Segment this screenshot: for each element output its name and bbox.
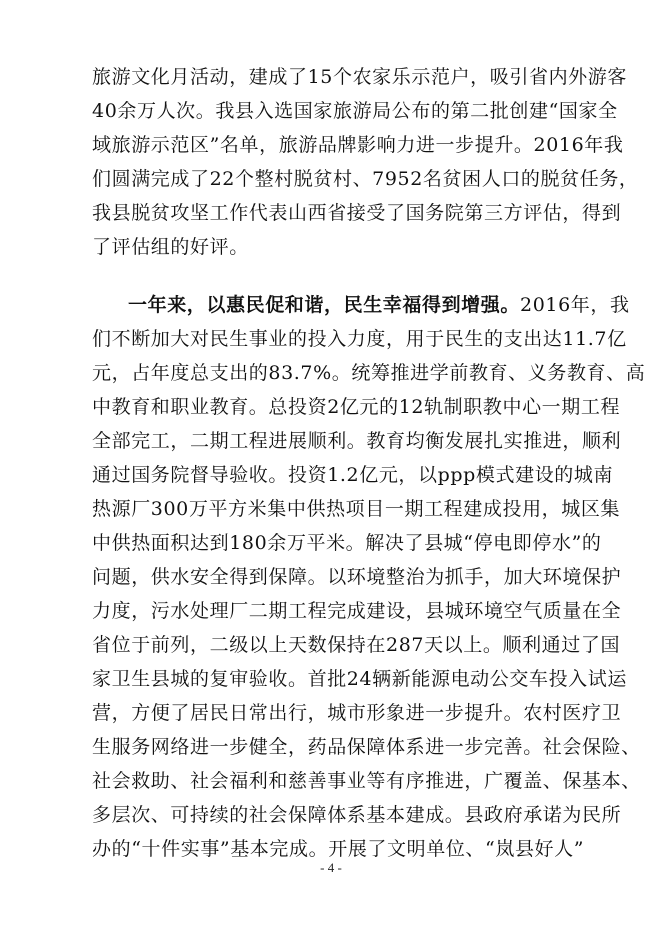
text-line: 们不断加大对民生事业的投入力度，用于民生的支出达11.7亿 <box>92 328 627 350</box>
text-line: 我县脱贫攻坚工作代表山西省接受了国务院第三方评估，得到 <box>92 202 622 224</box>
text-line: 全部完工，二期工程进展顺利。教育均衡发展扎实推进，顺利 <box>92 430 622 452</box>
text-line: 办的“十件实事”基本完成。开展了文明单位、“岚县好人” <box>92 838 585 860</box>
text-line: 社会救助、社会福利和慈善事业等有序推进，广覆盖、保基本、 <box>92 770 641 792</box>
text-line: 旅游文化月活动，建成了15个农家乐示范户，吸引省内外游客 <box>92 66 627 88</box>
text-line: 力度，污水处理厂二期工程完成建设，县城环境空气质量在全 <box>92 600 622 622</box>
text-line: 生服务网络进一步健全，药品保障体系进一步完善。社会保险、 <box>92 736 641 758</box>
text-line: 们圆满完成了22个整村脱贫村、7952名贫困人口的脱贫任务， <box>92 168 639 190</box>
text-line: 多层次、可持续的社会保障体系基本建成。县政府承诺为民所 <box>92 804 622 826</box>
text-line: 通过国务院督导验收。投资1.2亿元，以ppp模式建设的城南 <box>92 464 614 486</box>
text-line: 了评估组的好评。 <box>92 236 249 258</box>
text-line: 中供热面积达到180余万平米。解决了县城“停电即停水”的 <box>92 532 602 554</box>
text-line: 40余万人次。我县入选国家旅游局公布的第二批创建“国家全 <box>92 100 618 122</box>
text-line: 省位于前列，二级以上天数保持在287天以上。顺利通过了国 <box>92 634 621 656</box>
text-line: 问题，供水安全得到保障。以环境整治为抓手，加大环境保护 <box>92 566 622 588</box>
text-run: 2016年，我 <box>520 294 630 316</box>
paragraph-first-line <box>128 288 630 322</box>
text-line: 热源厂300万平方米集中供热项目一期工程建成投用，城区集 <box>92 498 621 520</box>
text-line: 元，占年度总支出的83.7%。统筹推进学前教育、义务教育、高 <box>92 362 646 384</box>
paragraph-heading: 一年来，以惠民促和谐，民生幸福得到增强。 <box>128 294 521 316</box>
text-line: 家卫生县城的复审验收。首批24辆新能源电动公交车投入试运 <box>92 668 627 690</box>
page-number: - 4 - <box>320 860 342 875</box>
text-line: 营，方便了居民日常出行，城市形象进一步提升。农村医疗卫 <box>92 702 622 724</box>
text-line: 域旅游示范区”名单，旅游品牌影响力进一步提升。2016年我 <box>92 134 624 156</box>
text-line: 中教育和职业教育。总投资2亿元的12轨制职教中心一期工程 <box>92 396 621 418</box>
